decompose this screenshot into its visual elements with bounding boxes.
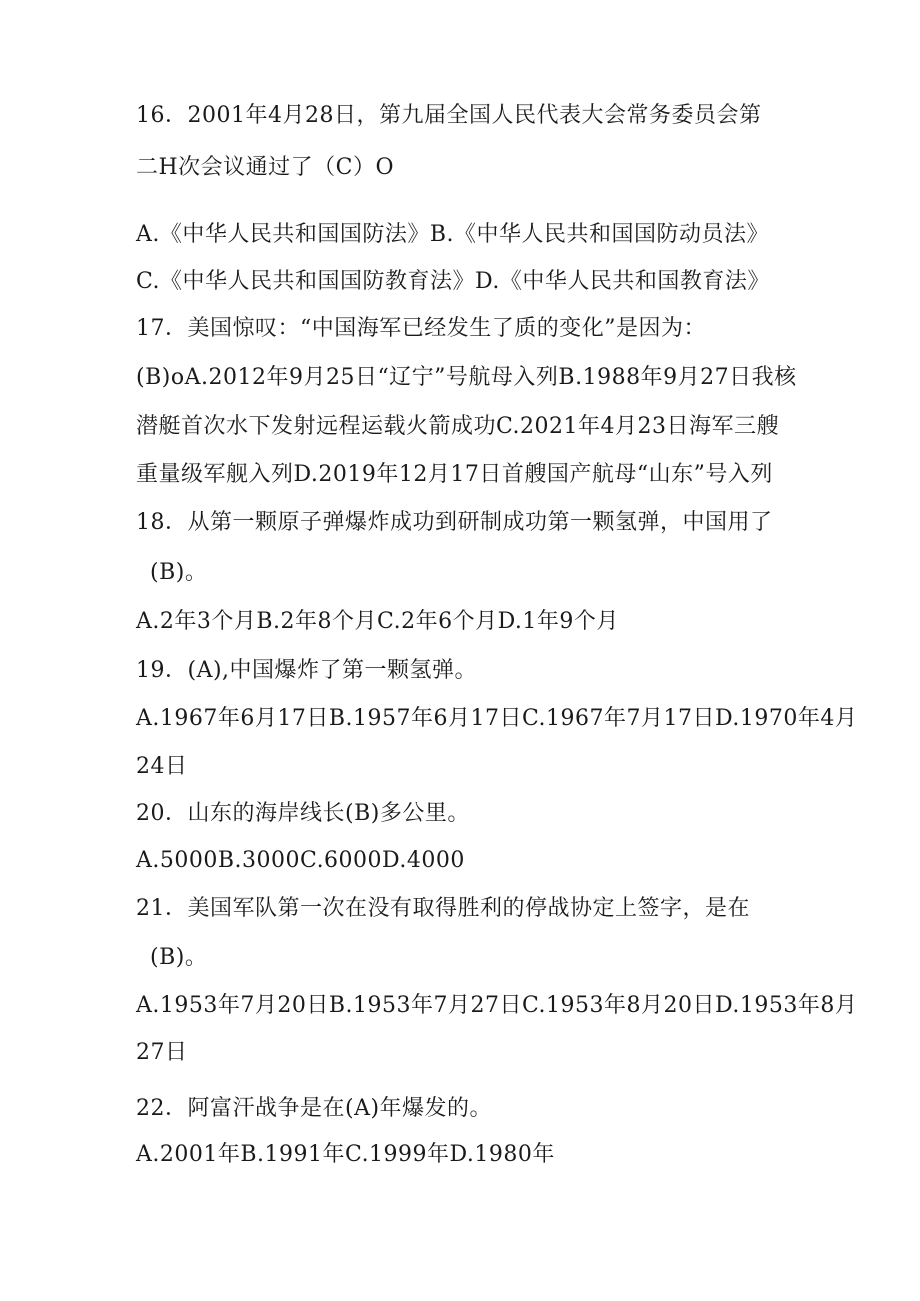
question-16-line-1: 16．2001年4月28日，第九届全国人民代表大会常务委员会第: [136, 103, 762, 128]
question-21-line-1: 21．美国军队第一次在没有取得胜利的停战协定上签字，是在: [136, 896, 750, 921]
question-21-line-2: (B)。: [150, 945, 208, 970]
question-16-options-ab: A.《中华人民共和国国防法》B.《中华人民共和国国防动员法》: [136, 222, 770, 247]
question-19-options-line-2: 24日: [136, 754, 188, 779]
question-18-line-2: (B)。: [150, 560, 208, 585]
question-16-options-cd: C.《中华人民共和国国防教育法》D.《中华人民共和国教育法》: [136, 269, 770, 294]
question-22-line: 22．阿富汗战争是在(A)年爆发的。: [136, 1096, 493, 1121]
question-19-options-line-1: A.1967年6月17日B.1957年6月17日C.1967年7月17日D.1970年4月: [136, 706, 858, 731]
question-19-line: 19．(A),中国爆炸了第一颗氢弹。: [136, 658, 478, 683]
question-17-line-1: 17．美国惊叹：“中国海军已经发生了质的变化”是因为：: [136, 316, 706, 341]
question-16-line-2: 二H次会议通过了（C）O: [136, 155, 395, 180]
question-17-line-2: (B)oA.2012年9月25日“辽宁”号航母入列B.1988年9月27日我核: [136, 365, 797, 390]
question-22-options: A.2001年B.1991年C.1999年D.1980年: [136, 1142, 555, 1167]
question-17-line-3: 潜艇首次水下发射远程运载火箭成功C.2021年4月23日海军三艘: [136, 414, 780, 439]
question-21-options-line-1: A.1953年7月20日B.1953年7月27日C.1953年8月20日D.1953年8月: [136, 993, 858, 1018]
question-20-options: A.5000B.3000C.6000D.4000: [136, 848, 465, 873]
question-18-line-1: 18．从第一颗原子弹爆炸成功到研制成功第一颗氢弹，中国用了: [136, 510, 773, 535]
question-20-line: 20．山东的海岸线长(B)多公里。: [136, 801, 470, 826]
question-17-line-4: 重量级军舰入列D.2019年12月17日首艘国产航母“山东”号入列: [136, 462, 773, 487]
question-21-options-line-2: 27日: [136, 1040, 188, 1065]
question-18-options: A.2年3个月B.2年8个月C.2年6个月D.1年9个月: [136, 609, 619, 634]
